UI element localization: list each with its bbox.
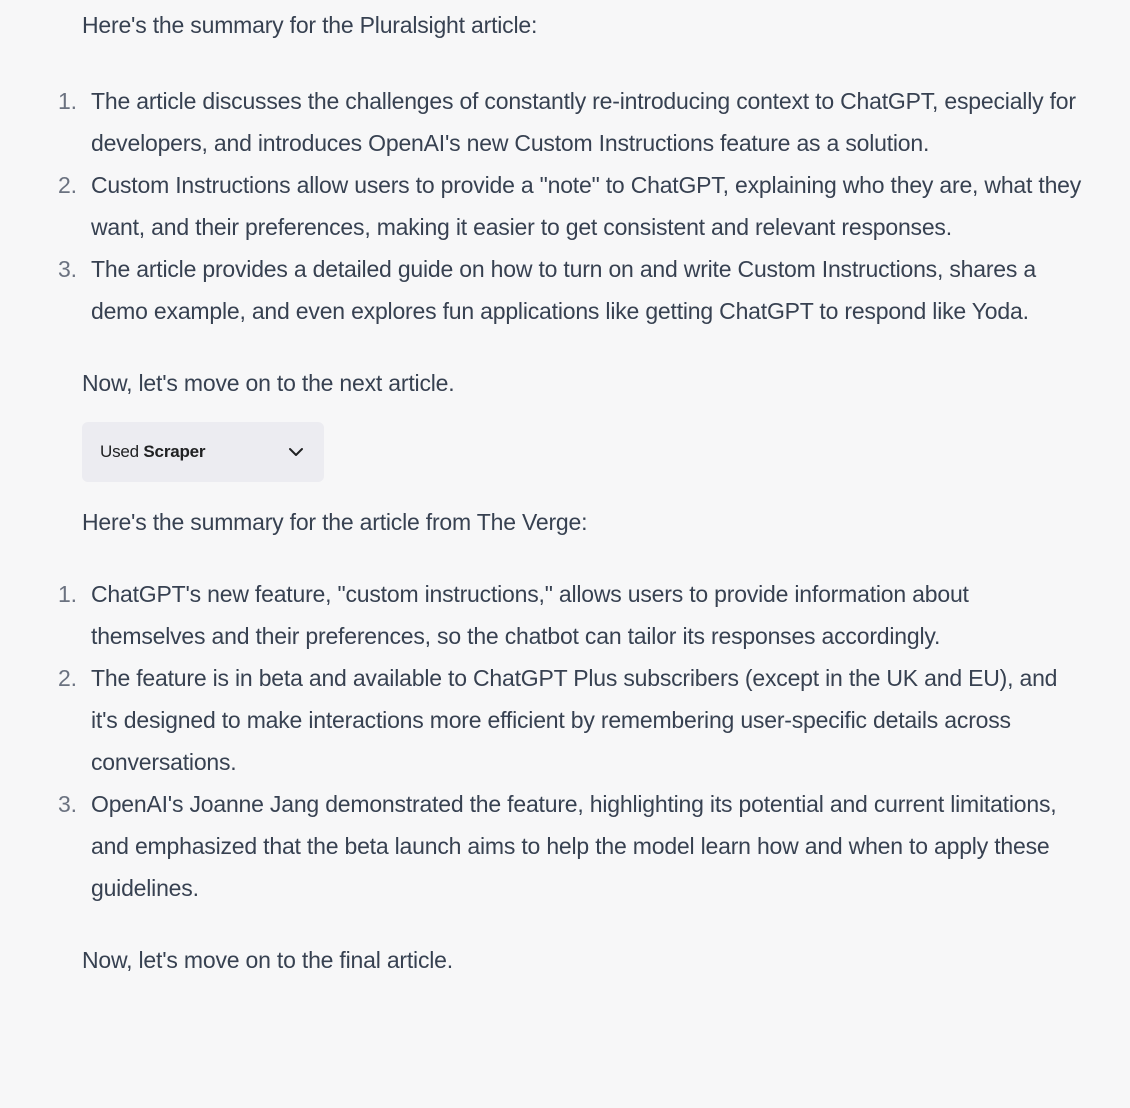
list-item-text: The article discusses the challenges of constantly re-introducing context to ChatGPT, especially for developers, and introduces OpenAI's new Custom Instructions feature as a solution. — [91, 88, 1076, 156]
list-number: 1. — [58, 88, 77, 114]
pluralsight-summary-list — [58, 80, 1082, 332]
list-item-text: ChatGPT's new feature, "custom instructions," allows users to provide information about themselves and their preferences, so the chatbot can tailor its responses accordingly. — [91, 581, 969, 649]
intro-pluralsight: Here's the summary for the Pluralsight article: — [82, 12, 538, 38]
list-item — [58, 573, 1082, 657]
list-item-text: Custom Instructions allow users to provide a "note" to ChatGPT, explaining who they are, what they want, and their preferences, making it easier to get consistent and relevant responses. — [91, 172, 1082, 240]
list-item — [58, 248, 1082, 332]
tool-prefix: Used — [100, 442, 139, 461]
assistant-message — [58, 0, 1082, 981]
list-item — [58, 657, 1082, 783]
chevron-down-icon[interactable] — [286, 442, 306, 462]
tool-name: Scraper — [143, 442, 206, 461]
list-number: 2. — [58, 172, 77, 198]
used-scraper-toggle[interactable] — [82, 422, 324, 482]
tool-label — [100, 442, 205, 462]
list-number: 3. — [58, 256, 77, 282]
verge-summary-list — [58, 573, 1082, 909]
list-item — [58, 783, 1082, 909]
list-item-text: The article provides a detailed guide on how to turn on and write Custom Instructions, shares a demo example, and even explores fun applications like getting ChatGPT to respond like Yoda. — [91, 256, 1036, 324]
next-article-text: Now, let's move on to the next article. — [82, 370, 455, 396]
list-number: 2. — [58, 665, 77, 691]
final-article-text: Now, let's move on to the final article. — [82, 947, 453, 973]
list-number: 3. — [58, 791, 77, 817]
list-item — [58, 80, 1082, 164]
list-item-text: The feature is in beta and available to ChatGPT Plus subscribers (except in the UK and EU), and it's designed to make interactions more efficient by remembering user-specific details across conversations. — [91, 665, 1058, 775]
list-item-text: OpenAI's Joanne Jang demonstrated the feature, highlighting its potential and current limitations, and emphasized that the beta launch aims to help the model learn how and when to apply these guidelines. — [91, 791, 1057, 901]
list-item — [58, 164, 1082, 248]
intro-verge: Here's the summary for the article from The Verge: — [82, 509, 588, 535]
list-number: 1. — [58, 581, 77, 607]
